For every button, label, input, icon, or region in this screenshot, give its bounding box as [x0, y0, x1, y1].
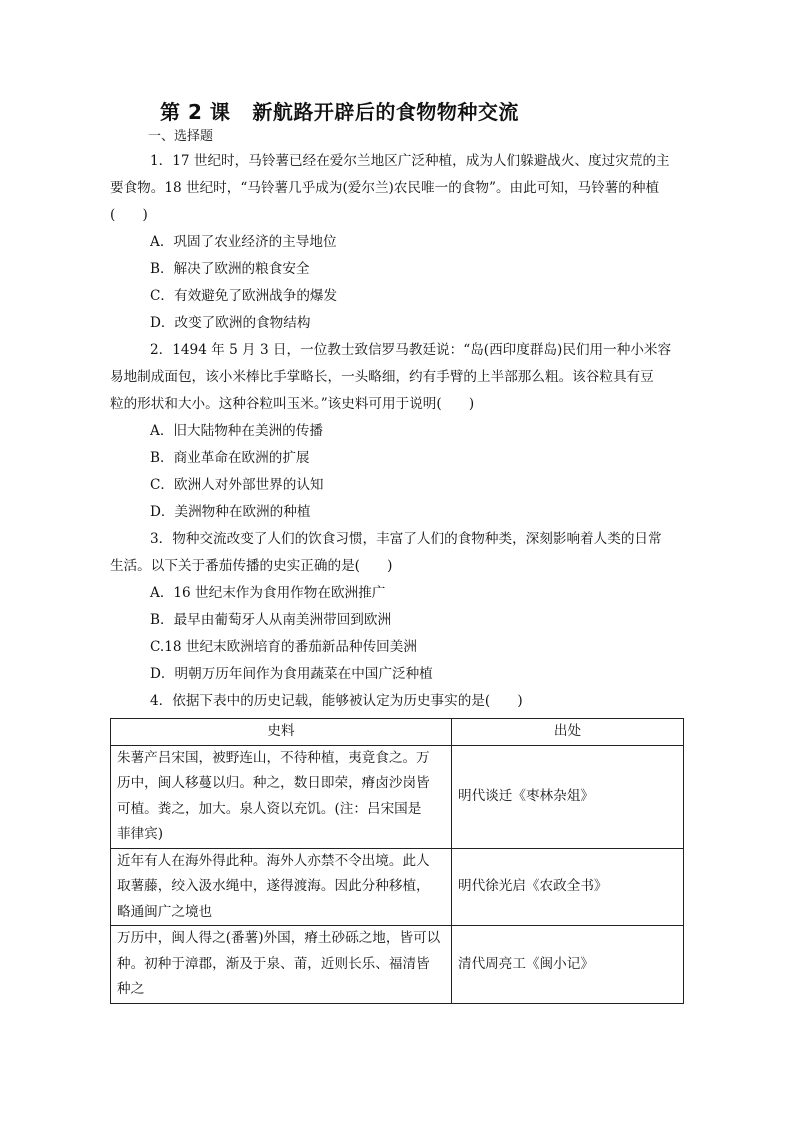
- table-cell-source: 明代谈迁《枣林杂俎》: [452, 745, 684, 848]
- cell-line: 历中，闽人移蔓以归。种之，数日即荣，瘠卤沙岗皆: [117, 775, 430, 791]
- q1-line-3: ( ): [110, 207, 148, 223]
- q4-line-1: 4．依据下表中的历史记载，能够被认定为历史事实的是( ): [150, 693, 523, 709]
- table-row: [111, 848, 684, 926]
- q3-line-2: 生活。以下关于番茄传播的史实正确的是( ): [110, 558, 393, 574]
- q3-option-a: A．16 世纪末作为食用作物在欧洲推广: [150, 585, 386, 601]
- table-header-source-text: 史料: [111, 719, 452, 746]
- table-cell-text: [111, 848, 452, 926]
- cell-line: 万历中，闽人得之(番薯)外国，瘠土砂砾之地，皆可以: [117, 930, 441, 946]
- q1-option-d: D．改变了欧洲的食物结构: [150, 315, 311, 331]
- cell-line: 种之: [117, 981, 145, 997]
- q2-option-a: A．旧大陆物种在美洲的传播: [150, 423, 323, 439]
- cell-line: 取薯藤，绞入汲水绳中，遂得渡海。因此分种移植，: [117, 878, 430, 894]
- cell-line: 可植。粪之，加大。泉人资以充饥。(注：吕宋国是: [117, 800, 422, 817]
- q1-option-b: B．解决了欧洲的粮食安全: [150, 261, 310, 277]
- q1-option-a: A．巩固了农业经济的主导地位: [150, 234, 337, 250]
- table-cell-source: 清代周亮工《闽小记》: [452, 926, 684, 1004]
- table-cell-text: [111, 745, 452, 848]
- q3-line-1: 3．物种交流改变了人们的饮食习惯，丰富了人们的食物种类，深刻影响着人类的日常: [150, 531, 662, 547]
- table-cell-text: [111, 926, 452, 1004]
- q3-option-c: C.18 世纪末欧洲培育的番茄新品种传回美洲: [150, 639, 417, 655]
- table-row: [111, 745, 684, 848]
- q1-option-c: C．有效避免了欧洲战争的爆发: [150, 288, 338, 304]
- q2-line-3: 粒的形状和大小。这种谷粒叫玉米。”该史料可用于说明( ): [110, 396, 475, 412]
- q2-option-c: C．欧洲人对外部世界的认知: [150, 477, 324, 493]
- section-heading: 一、选择题: [148, 129, 214, 144]
- q2-option-b: B．商业革命在欧洲的扩展: [150, 450, 310, 466]
- q1-line-1: 1．17 世纪时，马铃薯已经在爱尔兰地区广泛种植，成为人们躲避战火、度过灾荒的主: [150, 153, 670, 169]
- q2-option-d: D．美洲物种在欧洲的种植: [150, 504, 311, 520]
- table-cell-source: 明代徐光启《农政全书》: [452, 848, 684, 926]
- q3-option-d: D．明朝万历年间作为食用蔬菜在中国广泛种植: [150, 666, 433, 682]
- table-header-origin: 出处: [452, 719, 684, 746]
- cell-line: 略通闽广之境也: [117, 903, 213, 920]
- lesson-title: [160, 96, 519, 125]
- cell-line: 菲律宾): [117, 826, 164, 842]
- cell-line: 种。初种于漳郡，渐及于泉、莆，近则长乐、福清皆: [117, 955, 430, 972]
- lesson-number: 第 2 课: [160, 100, 231, 124]
- table-row: [111, 926, 684, 1004]
- source-table: [110, 718, 684, 1004]
- table-header-row: [111, 719, 684, 746]
- q2-line-2: 易地制成面包，该小米棒比手掌略长，一头略细，约有手臂的上半部那么粗。该谷粒具有豆: [110, 369, 654, 385]
- q2-line-1: 2．1494 年 5 月 3 日，一位教士致信罗马教廷说：“岛(西印度群岛)民们用一种小米容: [150, 342, 672, 358]
- cell-line: 朱薯产吕宋国，被野连山，不待种植，夷竟食之。万: [117, 749, 430, 766]
- q3-option-b: B．最早由葡萄牙人从南美洲带回到欧洲: [150, 612, 392, 628]
- lesson-name: 新航路开辟后的食物物种交流: [252, 100, 519, 124]
- cell-line: 近年有人在海外得此种。海外人亦禁不令出境。此人: [117, 852, 430, 869]
- q1-line-2: 要食物。18 世纪时，“马铃薯几乎成为(爱尔兰)农民唯一的食物”。由此可知，马铃薯的种植: [110, 180, 660, 196]
